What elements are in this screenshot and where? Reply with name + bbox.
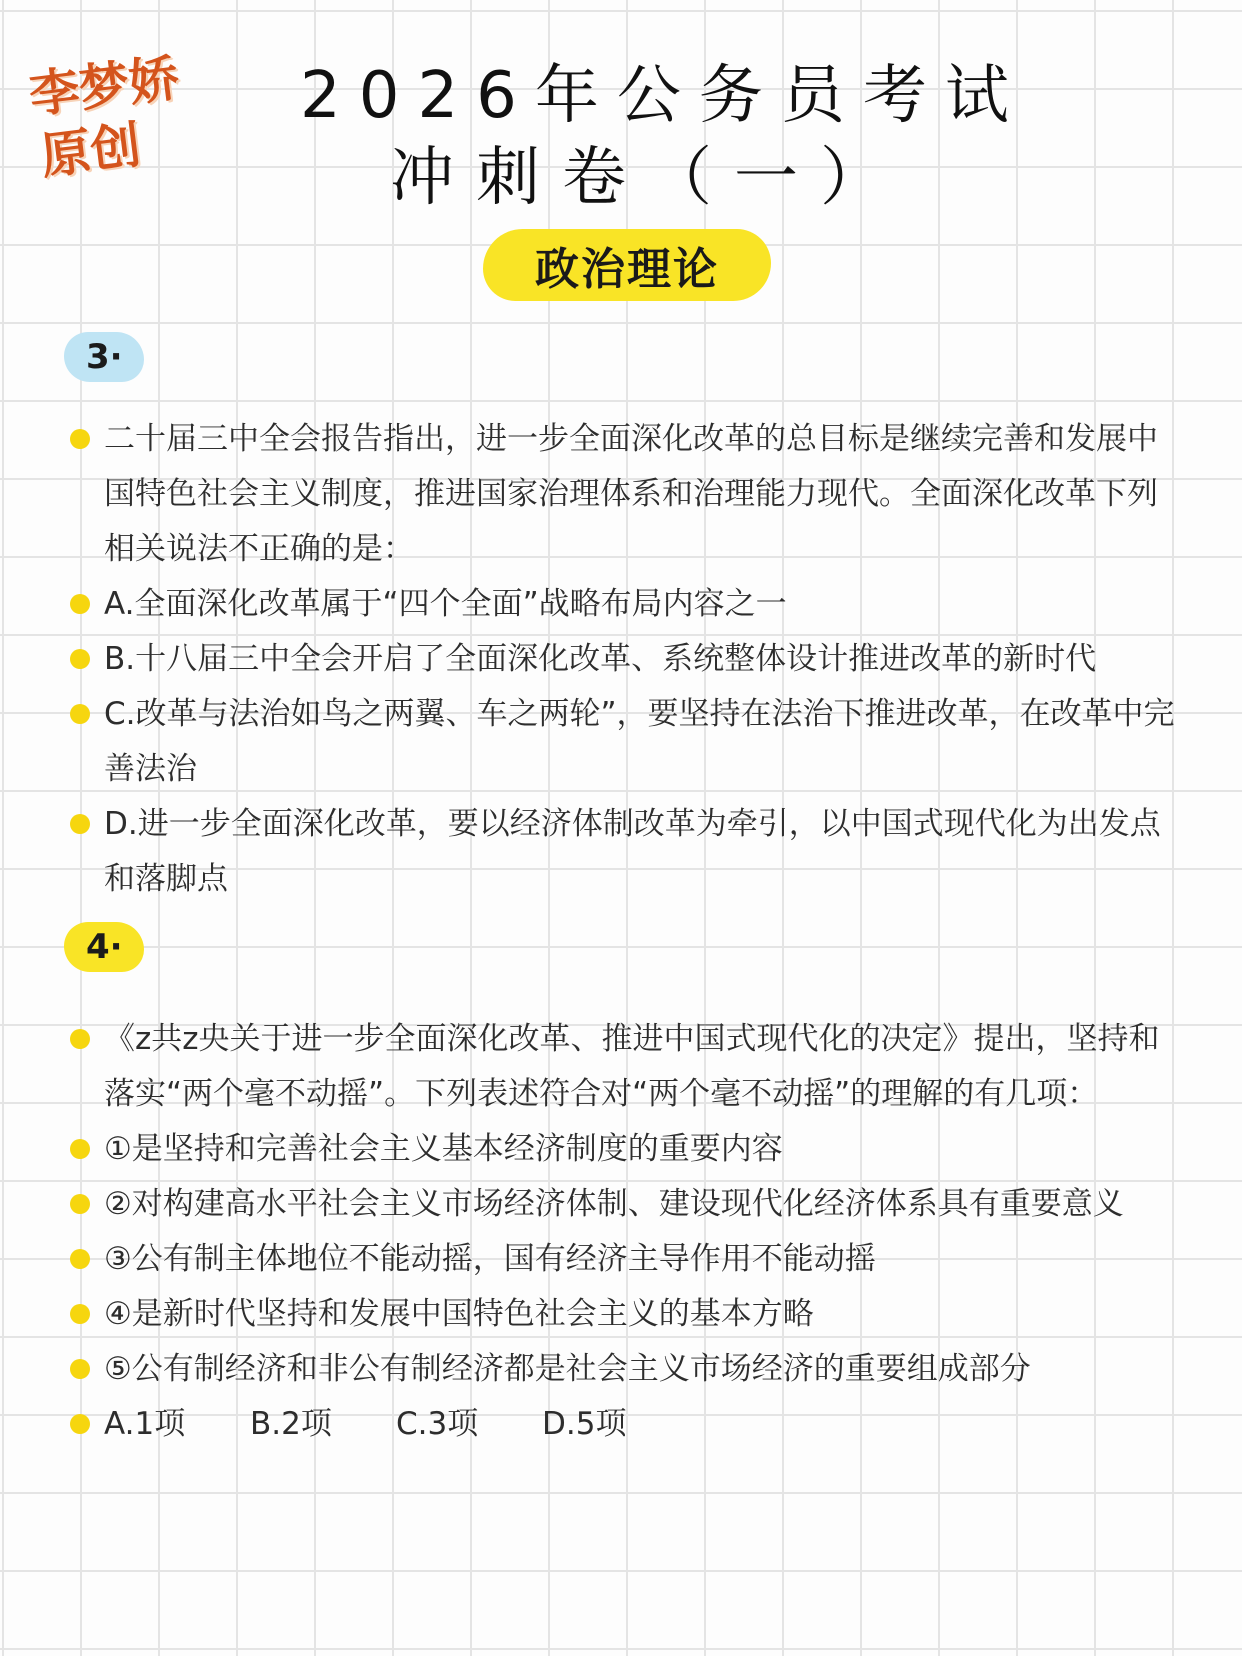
statement-4: ④是新时代坚持和发展中国特色社会主义的基本方略 xyxy=(68,1287,1188,1342)
question-block xyxy=(68,1012,1188,1452)
statement-3: ③公有制主体地位不能动摇，国有经济主导作用不能动摇 xyxy=(68,1232,1188,1287)
statement-2: ②对构建高水平社会主义市场经济体制、建设现代化经济体系具有重要意义 xyxy=(68,1177,1188,1232)
question-stem: 二十届三中全会报告指出，进一步全面深化改革的总目标是继续完善和发展中国特色社会主义制度，推进国家治理体系和治理能力现代。全面深化改革下列相关说法不正确的是： xyxy=(68,412,1188,577)
question-number-badge: 4· xyxy=(64,922,144,972)
question-number-badge: 3· xyxy=(64,332,144,382)
question-stem: 《z共z央关于进一步全面深化改革、推进中国式现代化的决定》提出，坚持和落实“两个毫不动摇”。下列表述符合对“两个毫不动摇”的理解的有几项： xyxy=(68,1012,1188,1122)
option-a: A.全面深化改革属于“四个全面”战略布局内容之一 xyxy=(68,577,1188,632)
subject-badge: 政治理论 xyxy=(486,232,768,298)
statement-1: ①是坚持和完善社会主义基本经济制度的重要内容 xyxy=(68,1122,1188,1177)
question-block xyxy=(68,412,1188,907)
choice-c: C.3项 xyxy=(396,1406,479,1442)
choice-b: B.2项 xyxy=(250,1406,332,1442)
option-b: B.十八届三中全会开启了全面深化改革、系统整体设计推进改革的新时代 xyxy=(68,632,1188,687)
choice-d: D.5项 xyxy=(542,1406,627,1442)
choice-a: A.1项 xyxy=(104,1406,186,1442)
stamp-author-name: 李梦娇 xyxy=(26,48,183,125)
author-stamp xyxy=(25,33,229,185)
page-title-line2: 冲刺卷（一） xyxy=(390,141,906,215)
page-title-line1: 2026年公务员考试 xyxy=(300,59,1027,133)
answer-choices xyxy=(68,1397,1188,1452)
statement-5: ⑤公有制经济和非公有制经济都是社会主义市场经济的重要组成部分 xyxy=(68,1342,1188,1397)
option-d: D.进一步全面深化改革，要以经济体制改革为牵引，以中国式现代化为出发点和落脚点 xyxy=(68,797,1188,907)
stamp-original-label: 原创 xyxy=(37,115,144,186)
option-c: C.改革与法治如鸟之两翼、车之两轮”，要坚持在法治下推进改革，在改革中完善法治 xyxy=(68,687,1188,797)
